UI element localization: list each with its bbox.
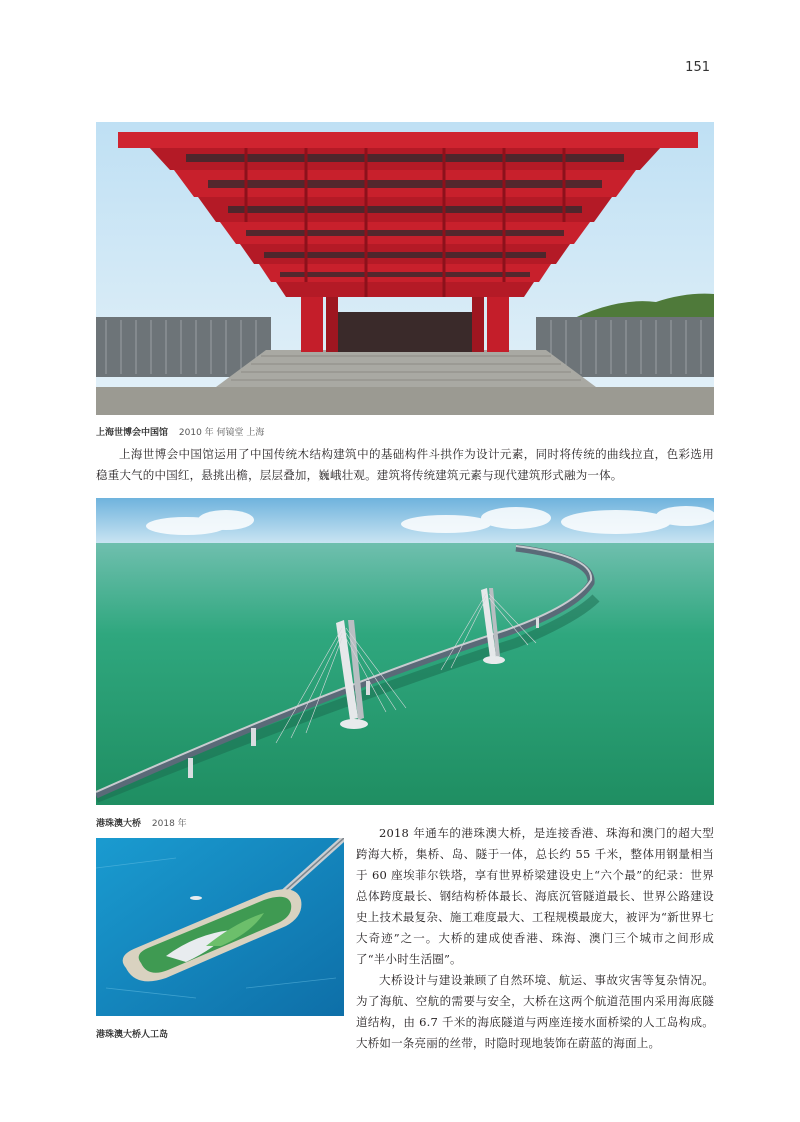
china-pavilion-illustration — [96, 122, 714, 415]
hzmb-island-photo — [96, 838, 344, 1016]
hzmb-bridge-photo — [96, 498, 714, 805]
hzmb-island-caption — [96, 1027, 176, 1040]
page-number: 151 — [685, 60, 710, 75]
hzmb-bridge-caption — [96, 816, 187, 829]
china-pavilion-description — [96, 444, 714, 486]
paragraph: 上海世博会中国馆运用了中国传统木结构建筑中的基础构件斗拱作为设计元素，同时将传统的曲线拉直，色彩选用稳重大气的中国红，悬挑出檐，层层叠加，巍峨壮观。建筑将传统建筑元素与现代建筑形式融为一体。 — [96, 447, 714, 482]
hzmb-description — [356, 823, 714, 1054]
caption-meta: 2018 年 — [151, 819, 187, 829]
hzmb-island-illustration — [96, 838, 344, 1016]
caption-meta: 2010 年 何镜堂 上海 — [178, 428, 265, 438]
caption-title: 上海世博会中国馆 — [96, 428, 169, 438]
paragraph: 2018 年通车的港珠澳大桥，是连接香港、珠海和澳门的超大型跨海大桥，集桥、岛、隧于一体，总长约 55 千米，整体用钢量相当于 60 座埃菲尔铁塔，享有世界桥梁建设史上“六个最”的纪录：世界总体跨度最长、钢结构桥体最长、海底沉管隧道最长、世界公路建设史上技术最复杂、施工难度最大、工程规模最庞大，被评为“新世界七大奇迹”之一。大桥的建成使香港、珠海、澳门三个城市之间形成了“半小时生活圈”。 — [356, 826, 714, 966]
hzmb-bridge-illustration — [96, 498, 714, 805]
china-pavilion-caption — [96, 425, 264, 438]
china-pavilion-photo — [96, 122, 714, 415]
paragraph: 大桥设计与建设兼顾了自然环境、航运、事故灾害等复杂情况。为了海航、空航的需要与安全，大桥在这两个航道范围内采用海底隧道结构，由 6.7 千米的海底隧道与两座连接水面桥梁的人工岛构成。大桥如一条亮丽的丝带，时隐时现地装饰在蔚蓝的海面上。 — [356, 973, 714, 1050]
caption-title: 港珠澳大桥人工岛 — [96, 1030, 169, 1040]
caption-title: 港珠澳大桥 — [96, 819, 142, 829]
